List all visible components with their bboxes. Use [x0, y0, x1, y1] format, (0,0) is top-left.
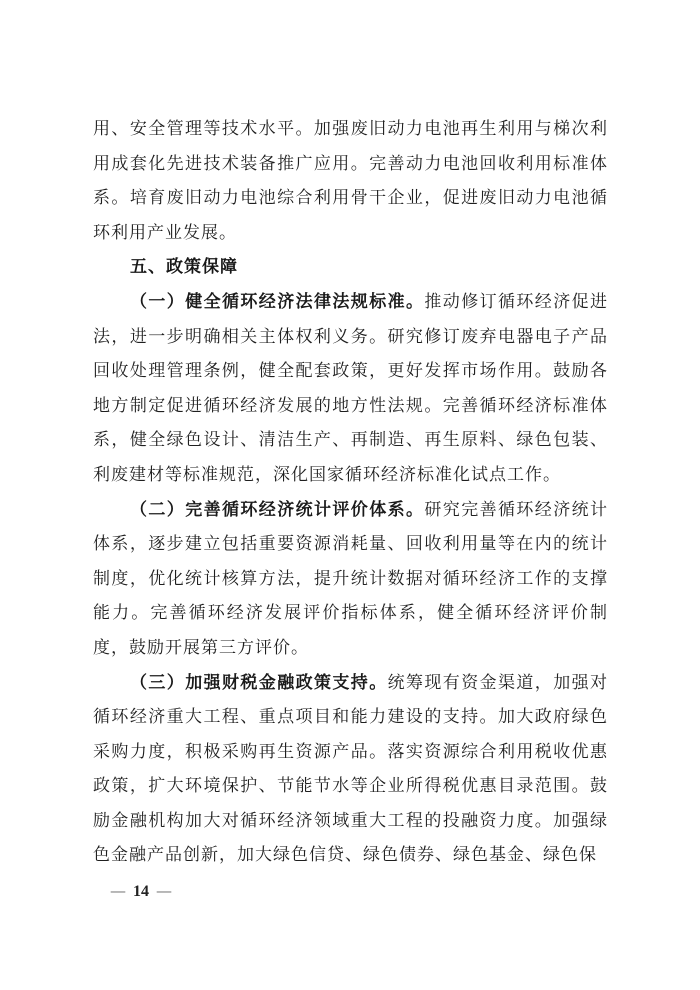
- paragraph-1-lead: （一）健全循环经济法律法规标准。: [130, 291, 425, 312]
- paragraph-1-body: 推动修订循环经济促进法，进一步明确相关主体权利义务。研究修订废弃电器电子产品回收处理管理条例，健全配套政策，更好发挥市场作用。鼓励各地方制定促进循环经济发展的地方性法规。完善循环经济标准体系，健全绿色设计、清洁生产、再制造、再生原料、绿色包装、利废建材等标准规范，深化国家循环经济标准化试点工作。: [93, 291, 609, 485]
- paragraph-1: [93, 285, 608, 493]
- page-text-block: [93, 112, 608, 873]
- continuation-paragraph: 用、安全管理等技术水平。加强废旧动力电池再生利用与梯次利用成套化先进技术装备推广应用。完善动力电池回收利用标准体系。培育废旧动力电池综合利用骨干企业，促进废旧动力电池循环利用产业发展。: [93, 119, 608, 243]
- paragraph-3: [93, 666, 608, 874]
- paragraph-2: [93, 493, 608, 666]
- paragraph-3-body: 统筹现有资金渠道，加强对循环经济重大工程、重点项目和能力建设的支持。加大政府绿色采购力度，积极采购再生资源产品。落实资源综合利用税收优惠政策，扩大环境保护、节能节水等企业所得税优惠目录范围。鼓励金融机构加大对循环经济领域重大工程的投融资力度。加强绿色金融产品创新，加大绿色信贷、绿色债券、绿色基金、绿色保: [93, 672, 609, 866]
- page-number-dash-left: —: [110, 881, 126, 900]
- page-number-dash-right: —: [156, 881, 172, 900]
- paragraph-2-body: 研究完善循环经济统计体系，逐步建立包括重要资源消耗量、回收利用量等在内的统计制度，优化统计核算方法，提升统计数据对循环经济工作的支撑能力。完善循环经济发展评价指标体系，健全循环经济评价制度，鼓励开展第三方评价。: [93, 499, 609, 658]
- page-number: [103, 881, 179, 902]
- paragraph-2-lead: （二）完善循环经济统计评价体系。: [130, 499, 425, 520]
- section-heading: 五、政策保障: [130, 257, 238, 277]
- paragraph-3-lead: （三）加强财税金融政策支持。: [130, 672, 388, 693]
- page-number-value: 14: [133, 883, 149, 900]
